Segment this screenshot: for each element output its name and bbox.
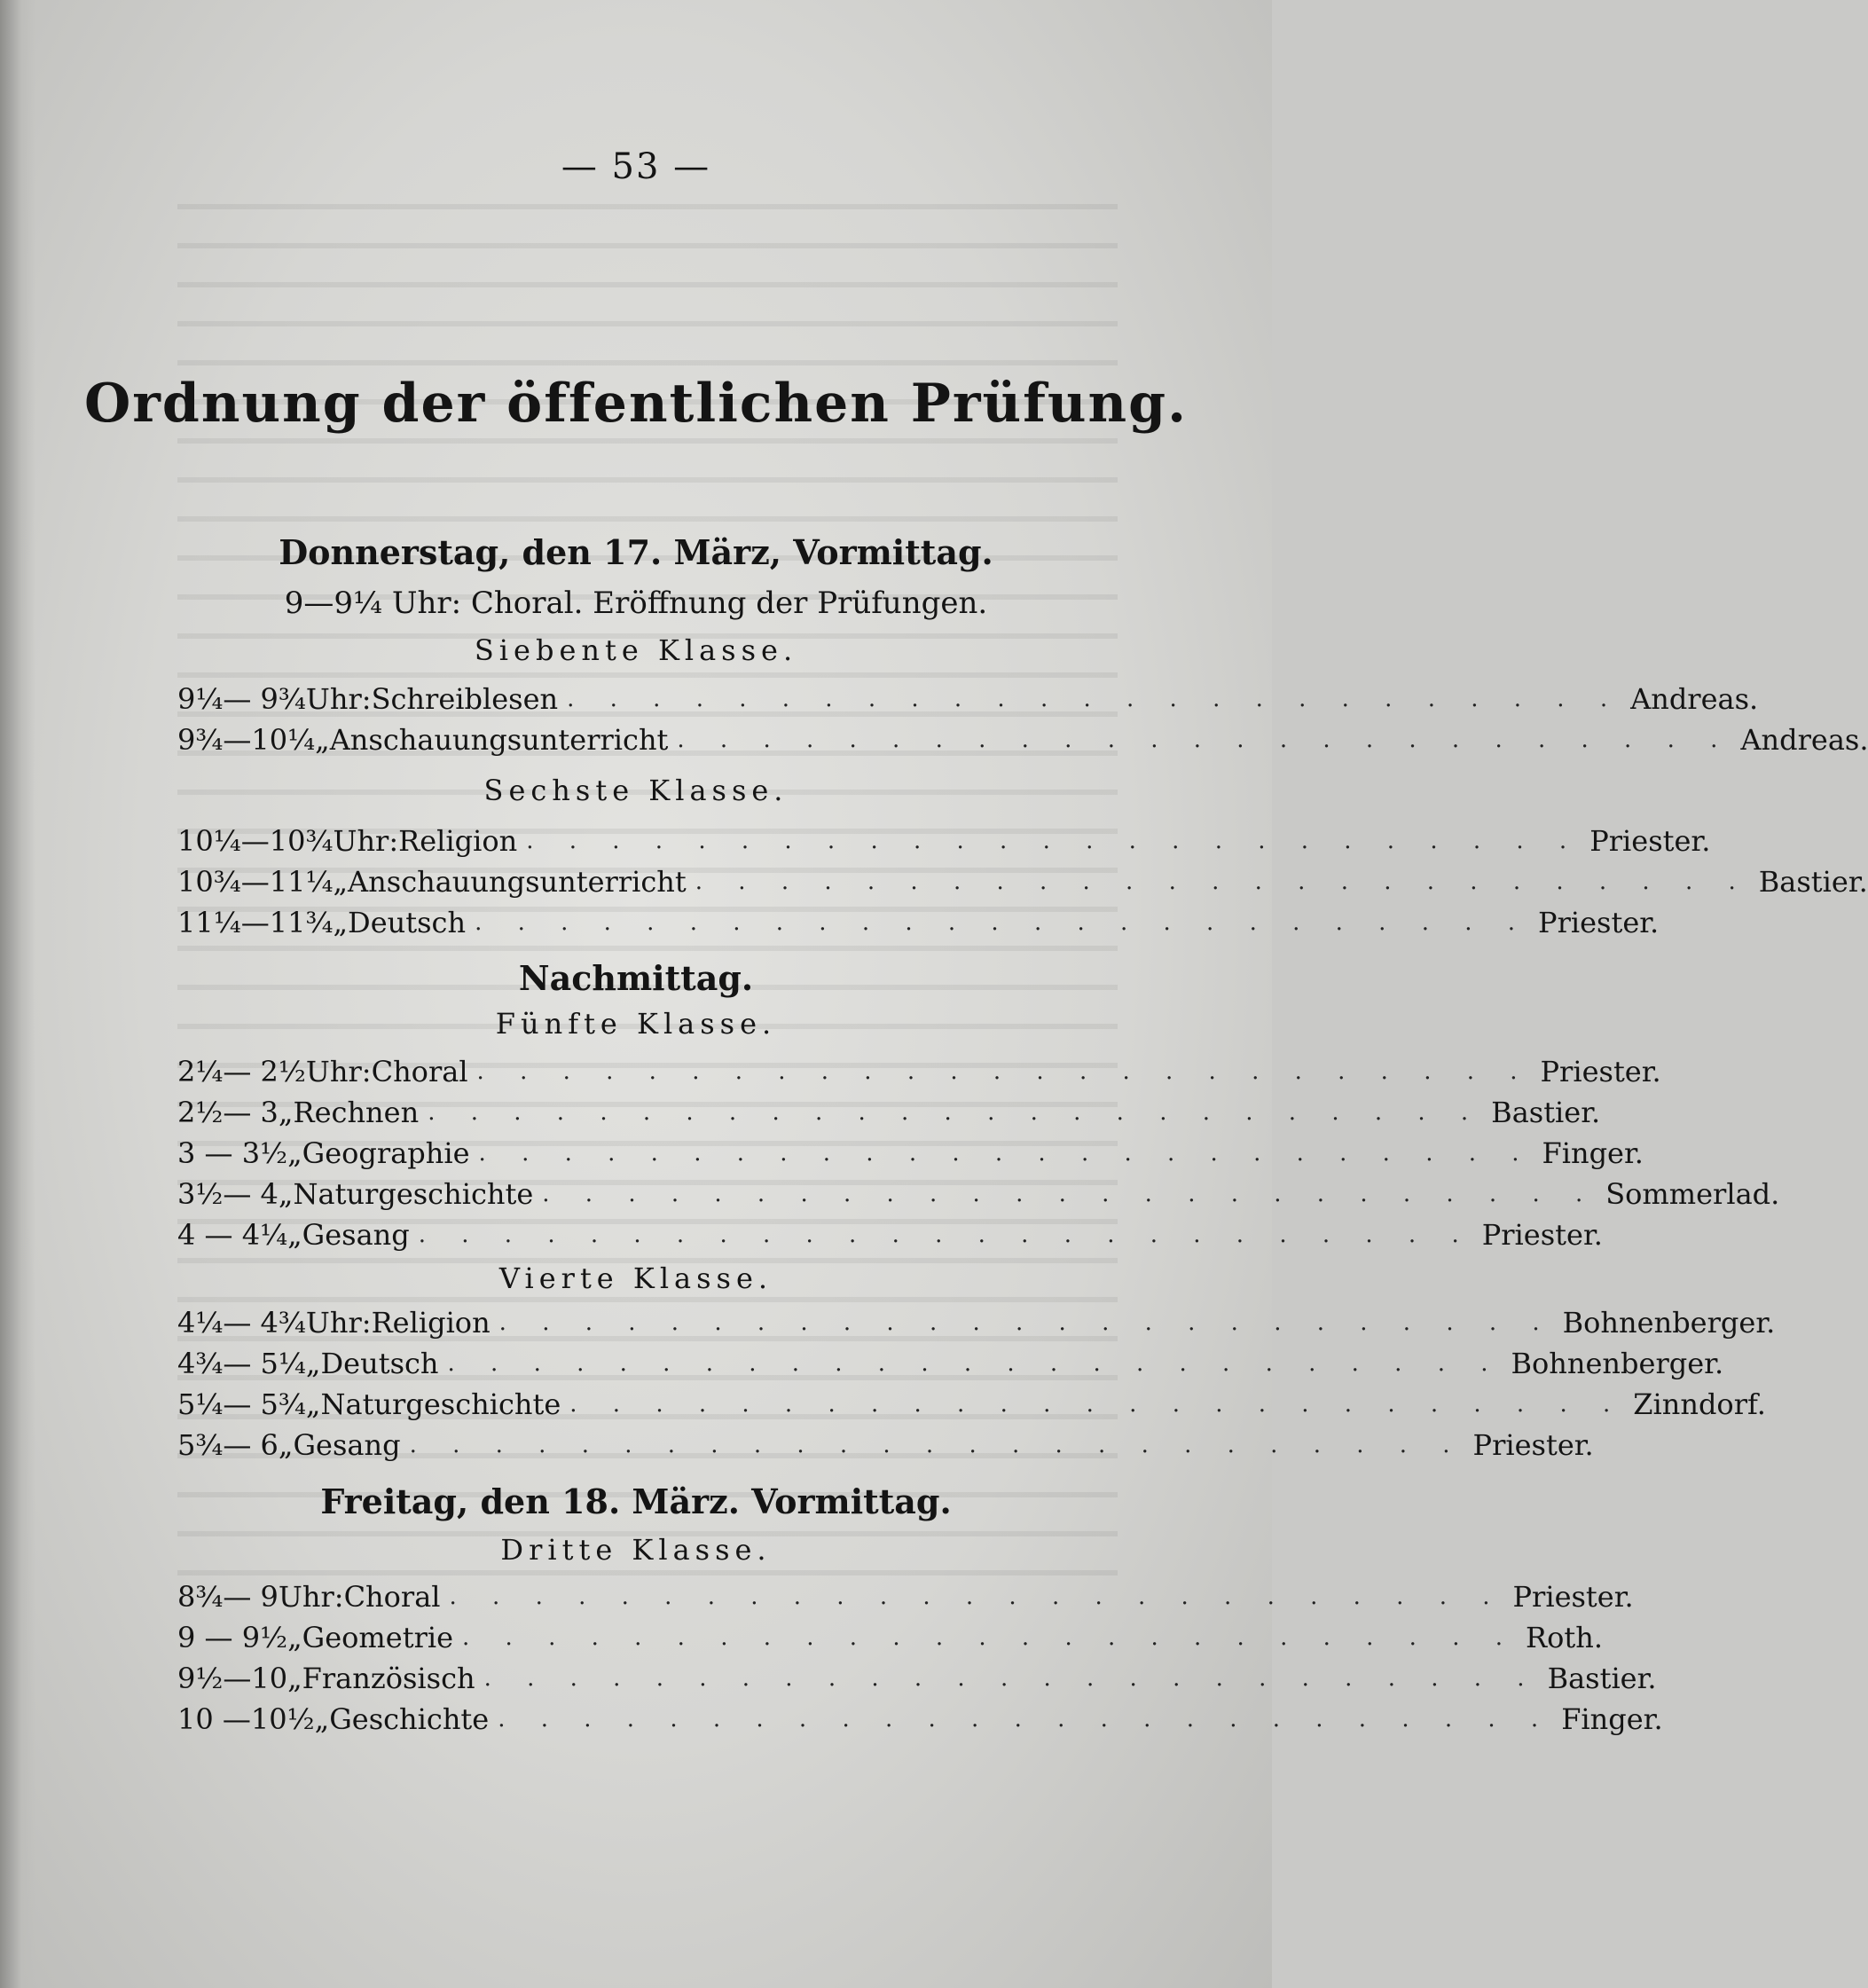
row-subject: Geschichte: [329, 1702, 490, 1736]
row-leader-dots: . . . . . . . . . . . . . . . . . . . . . . . . .: [542, 1181, 1597, 1207]
row-leader-dots: . . . . . . . . . . . . . . . . . . . . . . . . .: [526, 828, 1582, 854]
row-time: 4¾— 5¼: [177, 1347, 306, 1380]
row-subject: Deutsch: [348, 906, 467, 939]
schedule-row: [177, 1658, 1657, 1699]
row-unit: „: [278, 1096, 294, 1129]
row-unit: „: [278, 1428, 294, 1462]
row-unit: „: [315, 723, 330, 757]
schedule-row: [177, 821, 1711, 861]
row-subject: Religion: [371, 1306, 491, 1340]
klasse-heading-fuenfte: Fünfte Klasse.: [495, 1007, 777, 1041]
klasse-heading-vierte: Vierte Klasse.: [498, 1261, 773, 1295]
schedule-row: [177, 1425, 1594, 1465]
row-leader-dots: . . . . . . . . . . . . . . . . . . . . . . . . .: [498, 1706, 1553, 1733]
row-teacher: Bohnenberger.: [1562, 1306, 1776, 1340]
page-number: — 53 —: [561, 146, 711, 187]
klasse-heading-dritte: Dritte Klasse.: [500, 1533, 772, 1567]
schedule-row: [177, 861, 1868, 902]
row-teacher: Priester.: [1512, 1580, 1634, 1614]
row-time: 3½— 4: [177, 1177, 279, 1211]
row-unit: Uhr:: [305, 1306, 372, 1340]
row-subject: Anschauungsunterricht: [348, 865, 687, 899]
row-leader-dots: . . . . . . . . . . . . . . . . . . . . . . . . .: [449, 1583, 1504, 1610]
opening-line: 9—9¼ Uhr: Choral. Eröffnung der Prüfungen.: [284, 585, 988, 621]
row-unit: „: [333, 906, 349, 939]
row-unit: Uhr:: [305, 1055, 372, 1088]
row-unit: „: [278, 1177, 294, 1211]
schedule-row: [177, 1343, 1724, 1384]
row-subject: Schreiblesen: [371, 682, 559, 716]
row-teacher: Zinndorf.: [1633, 1387, 1766, 1421]
row-time: 5¾— 6: [177, 1428, 279, 1462]
row-leader-dots: . . . . . . . . . . . . . . . . . . . . . . . . .: [462, 1624, 1517, 1651]
row-subject: Naturgeschichte: [320, 1387, 561, 1421]
schedule-row: [177, 719, 1868, 760]
schedule-row: [177, 1302, 1776, 1343]
row-teacher: Finger.: [1561, 1702, 1663, 1736]
row-subject: Geographie: [302, 1136, 470, 1170]
row-leader-dots: . . . . . . . . . . . . . . . . . . . . . . . . .: [418, 1222, 1473, 1248]
schedule-row: [177, 902, 1660, 943]
row-subject: Rechnen: [293, 1096, 420, 1129]
row-leader-dots: . . . . . . . . . . . . . . . . . . . . . . . . .: [567, 686, 1622, 712]
row-teacher: Bastier.: [1491, 1096, 1601, 1129]
row-time: 11¼—11¾: [177, 906, 334, 939]
row-teacher: Roth.: [1526, 1621, 1603, 1654]
row-teacher: Bastier.: [1758, 865, 1868, 899]
row-teacher: Finger.: [1542, 1136, 1644, 1170]
row-teacher: Andreas.: [1630, 682, 1759, 716]
row-teacher: Priester.: [1472, 1428, 1594, 1462]
row-leader-dots: . . . . . . . . . . . . . . . . . . . . . . . . .: [677, 727, 1732, 753]
day-heading-afternoon: Nachmittag.: [518, 958, 754, 998]
row-subject: Geometrie: [302, 1621, 454, 1654]
row-teacher: Priester.: [1481, 1218, 1603, 1252]
row-teacher: Andreas.: [1740, 723, 1868, 757]
row-teacher: Bohnenberger.: [1511, 1347, 1724, 1380]
row-teacher: Bastier.: [1547, 1662, 1657, 1695]
row-subject: Gesang: [293, 1428, 401, 1462]
row-unit: „: [305, 1347, 321, 1380]
row-teacher: Sommerlad.: [1605, 1177, 1780, 1211]
schedule-row: [177, 1617, 1603, 1658]
row-unit: „: [333, 865, 349, 899]
row-time: 9 — 9½: [177, 1621, 288, 1654]
row-unit: „: [305, 1387, 321, 1421]
row-time: 4¼— 4¾: [177, 1306, 306, 1340]
row-time: 9¼— 9¾: [177, 682, 306, 716]
row-time: 10¾—11¼: [177, 865, 334, 899]
schedule-row: [177, 1384, 1766, 1425]
row-unit: Uhr:: [278, 1580, 344, 1614]
schedule-row: [177, 1092, 1601, 1133]
row-teacher: Priester.: [1589, 824, 1711, 858]
row-leader-dots: . . . . . . . . . . . . . . . . . . . . . . . . .: [475, 909, 1530, 936]
schedule-row: [177, 1133, 1644, 1174]
schedule-row: [177, 1214, 1603, 1255]
row-unit: „: [287, 1218, 302, 1252]
row-leader-dots: . . . . . . . . . . . . . . . . . . . . . . . . .: [409, 1432, 1464, 1458]
row-time: 8¾— 9: [177, 1580, 279, 1614]
schedule-row: [177, 679, 1759, 719]
row-time: 10 —10½: [177, 1702, 315, 1736]
row-leader-dots: . . . . . . . . . . . . . . . . . . . . . . . . .: [483, 1665, 1539, 1692]
row-time: 2½— 3: [177, 1096, 279, 1129]
row-unit: „: [287, 1621, 302, 1654]
row-subject: Naturgeschichte: [293, 1177, 534, 1211]
klasse-heading-siebente: Siebente Klasse.: [474, 633, 798, 667]
schedule-row: [177, 1174, 1780, 1214]
row-unit: Uhr:: [305, 682, 372, 716]
row-leader-dots: . . . . . . . . . . . . . . . . . . . . . . . . .: [428, 1099, 1483, 1126]
row-time: 5¼— 5¾: [177, 1387, 306, 1421]
schedule-row: [177, 1699, 1663, 1740]
row-teacher: Priester.: [1540, 1055, 1661, 1088]
row-time: 2¼— 2½: [177, 1055, 306, 1088]
klasse-heading-sechste: Sechste Klasse.: [483, 774, 789, 807]
row-leader-dots: . . . . . . . . . . . . . . . . . . . . . . . . .: [569, 1391, 1625, 1418]
row-leader-dots: . . . . . . . . . . . . . . . . . . . . . . . . .: [476, 1058, 1532, 1085]
row-time: 10¼—10¾: [177, 824, 334, 858]
row-subject: Deutsch: [320, 1347, 439, 1380]
page-title: Ordnung der öffentlichen Prüfung.: [84, 373, 1188, 435]
row-time: 3 — 3½: [177, 1136, 288, 1170]
schedule-row: [177, 1576, 1634, 1617]
row-unit: „: [287, 1136, 302, 1170]
row-leader-dots: . . . . . . . . . . . . . . . . . . . . . . . . .: [447, 1350, 1503, 1377]
day-heading-friday: Freitag, den 18. März. Vormittag.: [320, 1481, 952, 1521]
row-unit: „: [314, 1702, 330, 1736]
row-subject: Anschauungsunterricht: [329, 723, 669, 757]
row-leader-dots: . . . . . . . . . . . . . . . . . . . . . . . . .: [695, 868, 1750, 895]
row-leader-dots: . . . . . . . . . . . . . . . . . . . . . . . . .: [478, 1140, 1534, 1167]
row-time: 4 — 4¼: [177, 1218, 288, 1252]
row-subject: Choral: [371, 1055, 468, 1088]
day-heading-thursday: Donnerstag, den 17. März, Vormittag.: [279, 532, 993, 572]
row-time: 9½—10: [177, 1662, 288, 1695]
row-subject: Gesang: [302, 1218, 410, 1252]
row-teacher: Priester.: [1538, 906, 1660, 939]
row-subject: Französisch: [302, 1662, 475, 1695]
row-time: 9¾—10¼: [177, 723, 316, 757]
row-subject: Religion: [398, 824, 518, 858]
row-subject: Choral: [343, 1580, 441, 1614]
schedule-row: [177, 1051, 1661, 1092]
row-unit: „: [287, 1662, 302, 1695]
row-unit: Uhr:: [333, 824, 399, 858]
row-leader-dots: . . . . . . . . . . . . . . . . . . . . . . . . .: [498, 1309, 1554, 1336]
